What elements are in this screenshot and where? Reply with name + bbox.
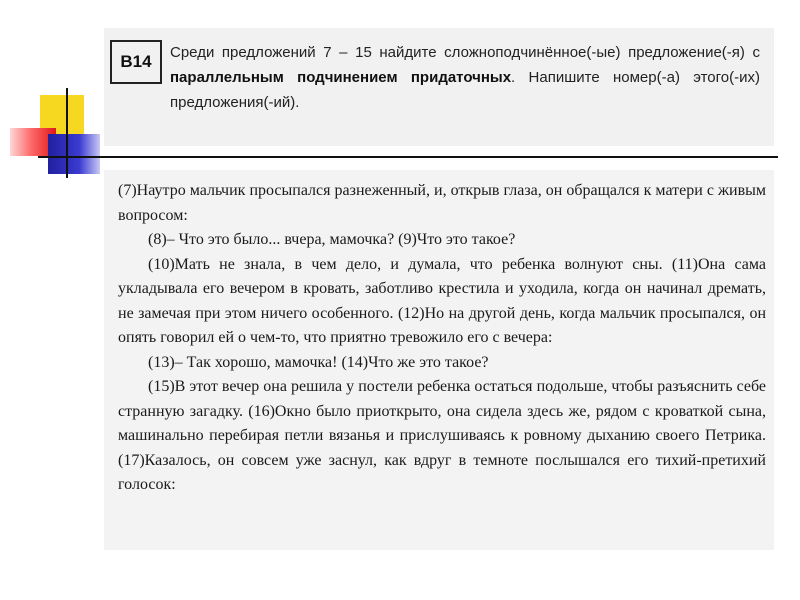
paragraph-8-9: (8)– Что это было... вчера, мамочка? (9)Что это такое? — [148, 231, 516, 248]
paragraph-7: (7)Наутро мальчик просыпался разнеженный, и, открыв глаза, он обращался к матери с живым вопросом: — [118, 182, 766, 224]
task-text-bold: параллельным подчинением придаточных — [170, 69, 512, 86]
task-text-start: Среди предложений 7 – 15 найдите сложноподчинённое(-ые) предложение(-я) с — [170, 44, 760, 61]
blue-square-decoration — [48, 134, 100, 174]
task-text-end: . Напишите номер(-а) этого(-их) предложения(-ий). — [170, 69, 760, 111]
horizontal-divider — [38, 156, 778, 158]
paragraph-10-12: (10)Мать не знала, в чем дело, и думала, что ребенка волнуют сны. (11)Она сама укладывала его вечером в кровать, заботливо крестила и уходила, когда он начинал дремать, не замечая при этом ничего особенного. (12)Но на другой день, когда мальчик просыпался, он опять говорил ей о чем-то, что приятно тревожило его с вечера: — [118, 255, 766, 346]
task-number-badge: B14 — [110, 40, 162, 84]
paragraph-15-17: (15)В этот вечер она решила у постели ребенка остаться подольше, чтобы разъяснить себе странную загадку. (16)Окно было приоткрыто, она сидела здесь же, рядом с кроваткой сына, машинально перебирая петли вязанья и прислушиваясь к ровному дыханию своего Петрика. (17)Казалось, он совсем уже заснул, как вдруг в темноте послышался его тихий-претихий голосок: — [118, 378, 766, 493]
task-instruction — [170, 40, 760, 115]
reading-passage — [118, 179, 766, 498]
vertical-divider — [66, 88, 68, 178]
paragraph-13-14: (13)– Так хорошо, мамочка! (14)Что же это такое? — [148, 353, 489, 371]
